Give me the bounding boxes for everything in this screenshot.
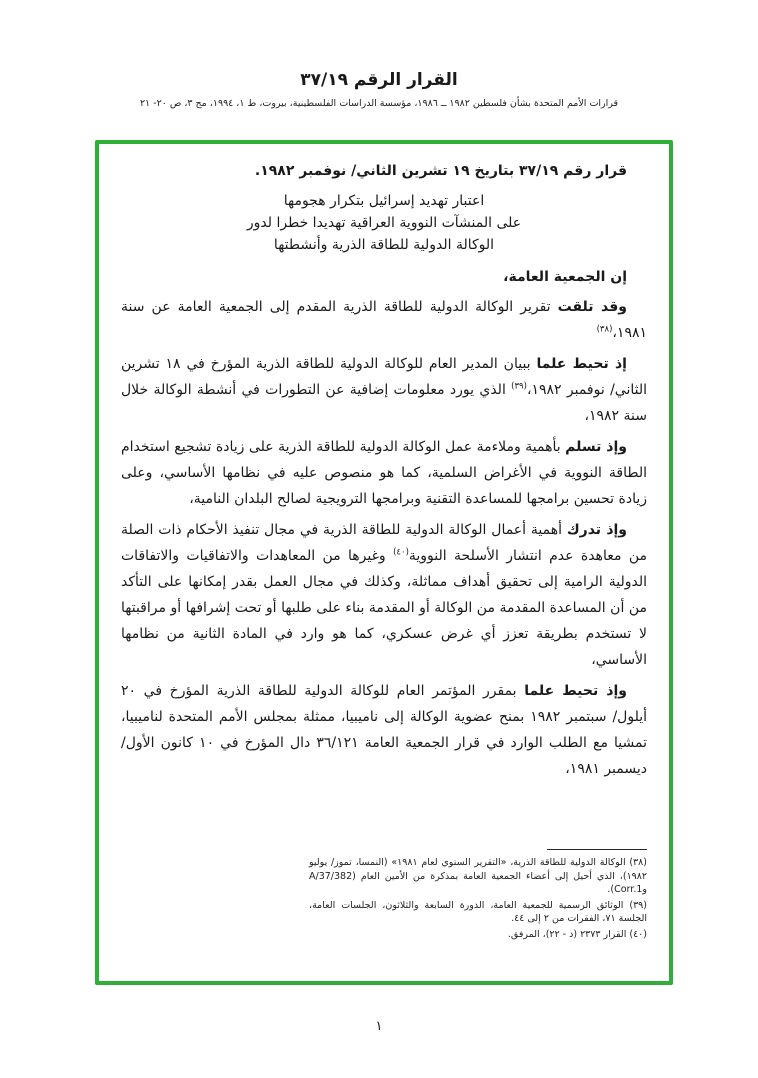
document-header xyxy=(0,70,758,109)
resolution-box xyxy=(95,140,673,985)
resolution-subject xyxy=(121,190,647,256)
resolution-number-title: القرار الرقم ٣٧/١٩ xyxy=(300,70,458,90)
resolution-paragraph xyxy=(121,678,647,782)
resolution-paragraph xyxy=(121,294,647,346)
preamble-paragraphs xyxy=(121,294,647,782)
paragraph-text: وإذ تدرك xyxy=(566,522,628,538)
subject-line-2: على المنشآت النووية العراقية تهديدا خطرا لدور xyxy=(246,215,522,231)
footnote: (٣٨) الوكالة الدولية للطاقة الذرية، «التقرير السنوي لعام ١٩٨١» (النمسا، تموز/ يوليو ١٩٨٢)، الذي أحيل إلى أعضاء الجمعية العامة بمذكرة من الأمين العام (A/37/382 وCorr.1). xyxy=(309,857,647,895)
paragraph-text: بأهمية وملاءمة عمل الوكالة الدولية للطاقة الذرية على زيادة تشجيع استخدام الطاقة النووية في الأغراض السلمية، كما هو منصوص عليه في نظامها الأساسي، وعلى زيادة تحسين برامجها للمساعدة التقنية وبرامجها الترويجية لصالح البلدان النامية، xyxy=(121,439,647,507)
paragraph-text: أهمية أعمال الوكالة الدولية للطاقة الذرية في مجال تنفيذ الأحكام ذات الصلة من معاهدة عدم انتشار الأسلحة النووية xyxy=(121,522,648,564)
paragraph-text: الذي يورد معلومات إضافية عن التطورات في أنشطة الوكالة خلال سنة ١٩٨٢، xyxy=(121,382,647,424)
resolution-paragraph xyxy=(121,517,647,673)
paragraph-text: وإذ تحيط علما xyxy=(524,683,627,699)
paragraph-text: وقد تلقت xyxy=(557,299,627,315)
paragraph-text: تقرير الوكالة الدولية للطاقة الذرية المقدم إلى الجمعية العامة عن سنة ١٩٨١، xyxy=(121,299,647,341)
preamble-opening: إن الجمعية العامة، xyxy=(503,269,627,285)
paragraph-text: وغيرها من المعاهدات والاتفاقيات والاتفاقات الدولية الرامية إلى تحقيق أهداف مماثلة، وكذلك في مجال العمل بقدر إمكانها على التأكد من أن المساعدة المقدمة من الوكالة أو المقدمة بناء على طلبها أو تحت إشرافها أو مراقبتها لا تستخدم بطريقة تعزز أي غرض عسكري، كما هو وارد في المادة الثانية من نظامها الأساسي، xyxy=(121,548,647,668)
paragraph-text: وإذ تسلم xyxy=(565,439,627,455)
footnote-separator xyxy=(547,849,647,850)
footnote-reference: (٣٨) xyxy=(596,324,613,335)
footnote-reference: (٣٩) xyxy=(511,381,527,392)
footnote-reference: (٤٠) xyxy=(393,547,409,558)
footnote-area xyxy=(121,839,647,943)
paragraph-text: بمقرر المؤتمر العام للوكالة الدولية للطاقة الذرية المؤرخ في ٢٠ أيلول/ سبتمبر ١٩٨٢ بمنح عضوية الوكالة إلى ناميبيا، ممثلة بمجلس الأمم المتحدة لناميبيا، تمشيا مع الطلب الوارد في قرار الجمعية العامة ٣٦/١٢١ دال المؤرخ في ١٠ كانون الأول/ ديسمبر ١٩٨١، xyxy=(121,683,648,777)
paragraph-text: ببيان المدير العام للوكالة الدولية للطاقة الذرية المؤرخ في ١٨ تشرين الثاني/ نوفمبر ١٩٨٢، xyxy=(121,356,647,398)
subject-line-3: الوكالة الدولية للطاقة الذرية وأنشطتها xyxy=(273,237,495,253)
footnote: (٤٠) القرار ٢٣٧٣ (د - ٢٢)، المرفق. xyxy=(507,928,647,940)
resolution-paragraph xyxy=(121,434,647,512)
footnote: (٣٩) الوثائق الرسمية للجمعية العامة، الدورة السابعة والثلاثون، الجلسات العامة، الجلسة ٧١، الفقرات من ٢ إلى ٤٤. xyxy=(309,899,647,924)
page-number: ١ xyxy=(375,1019,383,1034)
resolution-body xyxy=(121,158,647,787)
paragraph-text: إذ تحيط علما xyxy=(536,356,627,372)
subject-line-1: اعتبار تهديد إسرائيل بتكرار هجومها xyxy=(283,193,485,209)
resolution-paragraph xyxy=(121,351,647,429)
source-citation: قرارات الأمم المتحدة بشأن فلسطين ١٩٨٢ ــ ١٩٨٦، مؤسسة الدراسات الفلسطينية، بيروت، ط ١، ١٩٩٤، مج ٣، ص ٢٠- ٢١ xyxy=(139,98,619,109)
resolution-date-line: قرار رقم ٣٧/١٩ بتاريخ ١٩ تشرين الثاني/ نوفمبر ١٩٨٢. xyxy=(254,163,627,179)
footnote-list xyxy=(309,856,647,941)
